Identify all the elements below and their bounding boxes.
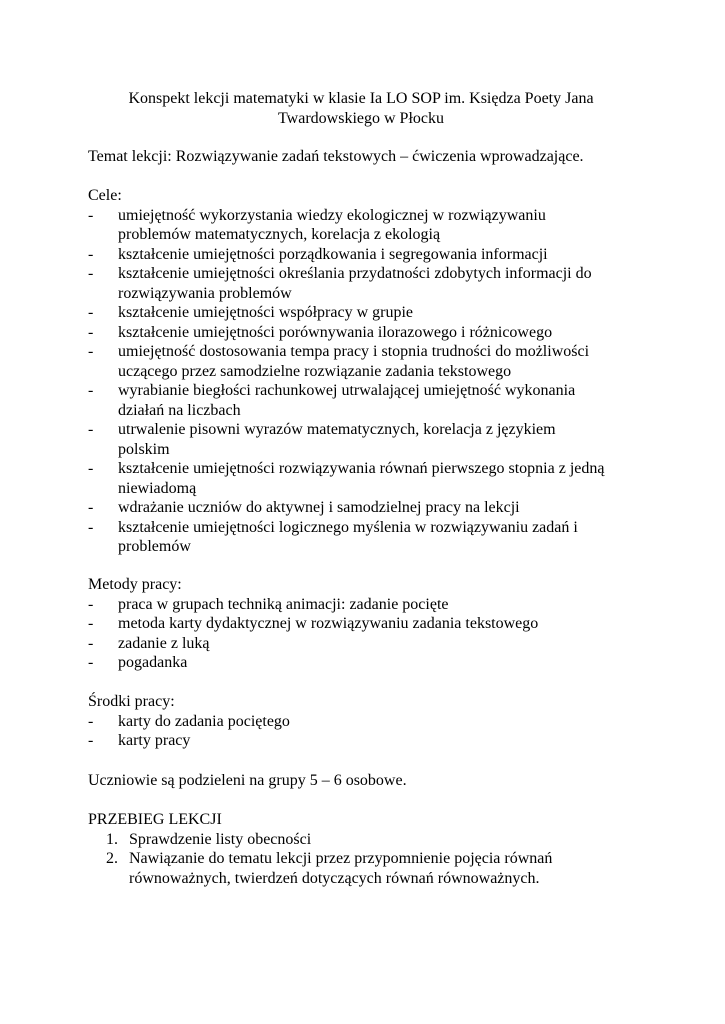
list-item-text: problemów matematycznych, korelacja z ekologią <box>118 226 441 243</box>
dash-bullet: - <box>88 499 94 516</box>
procedure-heading: PRZEBIEG LEKCJI <box>88 811 222 828</box>
dash-bullet: - <box>88 712 94 730</box>
dash-bullet: - <box>88 654 94 671</box>
list-item-text: kształcenie umiejętności logicznego myślenia w rozwiązywaniu zadań i <box>118 518 578 536</box>
list-item <box>88 634 648 654</box>
list-item <box>88 303 648 323</box>
dash-bullet: - <box>88 245 94 263</box>
dash-bullet: - <box>88 265 94 282</box>
list-item-text: pogadanka <box>118 654 188 671</box>
methods-list <box>88 595 648 673</box>
step-text: równoważnych, twierdzeń dotyczących równań równoważnych. <box>129 869 540 887</box>
list-item-text: rozwiązywania problemów <box>118 284 292 302</box>
lesson-topic: Temat lekcji: Rozwiązywanie zadań tekstowych – ćwiczenia wprowadzające. <box>88 148 584 165</box>
step-number: 1. <box>106 830 118 848</box>
list-item <box>88 206 648 245</box>
dash-bullet: - <box>88 382 94 399</box>
resources-section <box>88 692 648 751</box>
list-item <box>88 712 648 732</box>
list-item-text: uczącego przez samodzielne rozwiązanie zadania tekstowego <box>118 362 512 380</box>
list-item-text: umiejętność dostosowania tempa pracy i stopnia trudności do możliwości <box>118 343 590 360</box>
goals-list <box>88 206 648 557</box>
dash-bullet: - <box>88 206 94 224</box>
step-text: Nawiązanie do tematu lekcji przez przypomnienie pojęcia równań <box>129 850 553 867</box>
list-item-text: kształcenie umiejętności porównywania ilorazowego i różnicowego <box>118 323 553 341</box>
list-item-text: umiejętność wykorzystania wiedzy ekologicznej w rozwiązywaniu <box>118 206 546 224</box>
list-item-text: metoda karty dydaktycznej w rozwiązywaniu zadania tekstowego <box>118 615 539 632</box>
step-number: 2. <box>106 850 118 867</box>
list-item <box>88 731 648 751</box>
goals-heading: Cele: <box>88 187 122 204</box>
list-item <box>88 342 648 381</box>
dash-bullet: - <box>88 595 94 613</box>
procedure-section <box>88 810 648 888</box>
list-item <box>88 420 648 459</box>
list-item-text: wdrażanie uczniów do aktywnej i samodzielnej pracy na lekcji <box>118 499 520 516</box>
list-item <box>88 264 648 303</box>
list-item <box>88 595 648 615</box>
dash-bullet: - <box>88 304 94 321</box>
dash-bullet: - <box>88 615 94 632</box>
list-item-text: karty do zadania pociętego <box>118 712 290 730</box>
dash-bullet: - <box>88 460 94 477</box>
groups-note: Uczniowie są podzieleni na grupy 5 – 6 osobowe. <box>88 772 407 789</box>
resources-heading: Środki pracy: <box>88 693 175 710</box>
list-item <box>88 245 648 265</box>
list-item-text: kształcenie umiejętności współpracy w grupie <box>118 304 414 321</box>
list-item-text: polskim <box>118 440 170 458</box>
list-item-text: kształcenie umiejętności określania przydatności zdobytych informacji do <box>118 265 592 282</box>
list-item-text: działań na liczbach <box>118 401 241 419</box>
step-text: Sprawdzenie listy obecności <box>129 830 312 848</box>
dash-bullet: - <box>88 732 94 749</box>
procedure-list <box>88 830 648 889</box>
list-item <box>88 381 648 420</box>
list-item-text: problemów <box>118 538 191 555</box>
list-item-text: zadanie z luką <box>118 634 210 652</box>
methods-heading: Metody pracy: <box>88 576 182 593</box>
list-item-text: praca w grupach techniką animacji: zadanie pocięte <box>118 595 449 613</box>
procedure-step <box>88 849 648 888</box>
list-item-text: kształcenie umiejętności rozwiązywania równań pierwszego stopnia z jedną <box>118 460 605 477</box>
list-item <box>88 323 648 343</box>
resources-list <box>88 712 648 751</box>
document-title <box>88 89 634 128</box>
list-item <box>88 498 648 518</box>
list-item <box>88 459 648 498</box>
list-item-text: wyrabianie biegłości rachunkowej utrwalającej umiejętność wykonania <box>118 382 576 399</box>
methods-section <box>88 575 648 673</box>
list-item <box>88 653 648 673</box>
dash-bullet: - <box>88 634 94 652</box>
list-item-text: karty pracy <box>118 732 191 749</box>
list-item-text: kształcenie umiejętności porządkowania i segregowania informacji <box>118 245 548 263</box>
list-item-text: niewiadomą <box>118 479 197 497</box>
title-line-1: Konspekt lekcji matematyki w klasie Ia LO SOP im. Księdza Poety Jana <box>128 90 594 107</box>
goals-section <box>88 186 648 557</box>
list-item-text: utrwalenie pisowni wyrazów matematycznych, korelacja z językiem <box>118 421 556 438</box>
title-line-2: Twardowskiego w Płocku <box>278 109 444 127</box>
procedure-step <box>88 830 648 850</box>
list-item <box>88 518 648 557</box>
dash-bullet: - <box>88 323 94 341</box>
list-item <box>88 614 648 634</box>
dash-bullet: - <box>88 343 94 360</box>
dash-bullet: - <box>88 421 94 438</box>
dash-bullet: - <box>88 518 94 536</box>
